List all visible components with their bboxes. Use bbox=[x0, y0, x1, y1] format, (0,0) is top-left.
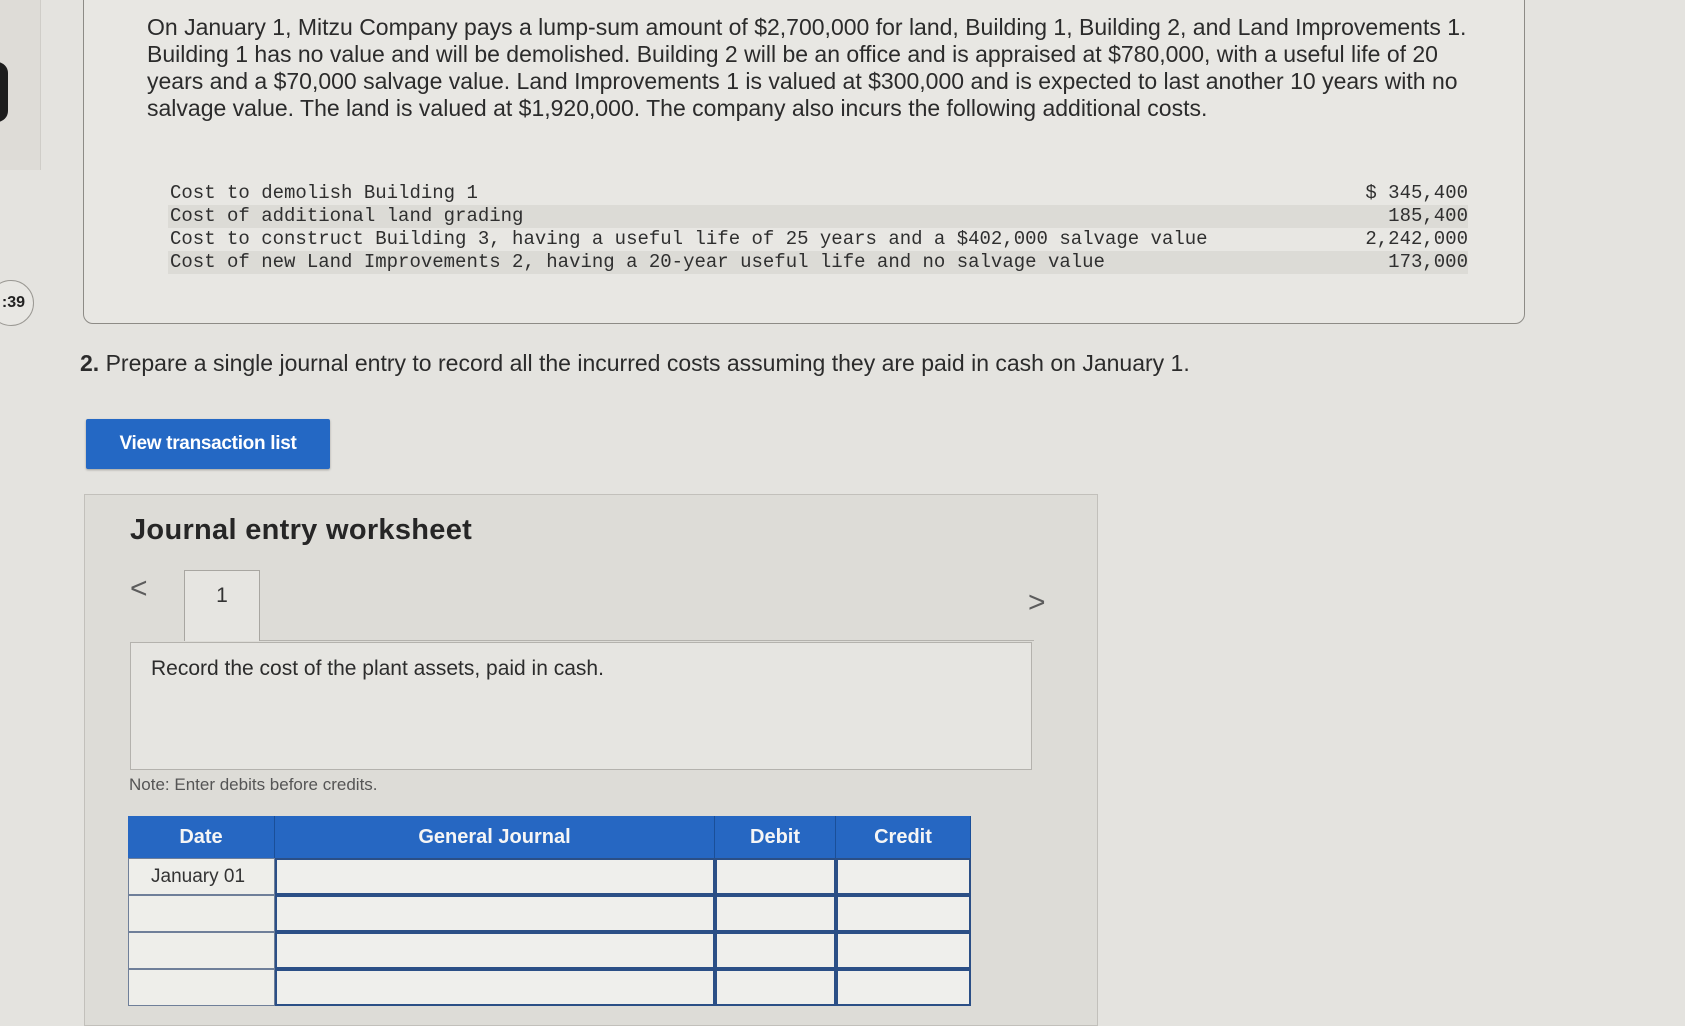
date-cell bbox=[128, 932, 275, 969]
debit-input[interactable] bbox=[715, 858, 836, 895]
worksheet-tab-bar bbox=[184, 570, 1034, 641]
cost-label: Cost of new Land Improvements 2, having a 20-year useful life and no salvage value bbox=[170, 251, 1105, 273]
date-cell bbox=[128, 969, 275, 1006]
account-select[interactable] bbox=[275, 895, 715, 932]
cost-value: 185,400 bbox=[1388, 205, 1468, 227]
worksheet-title: Journal entry worksheet bbox=[130, 514, 473, 546]
view-transaction-list-button[interactable]: View transaction list bbox=[86, 419, 330, 469]
debit-input[interactable] bbox=[715, 932, 836, 969]
cost-row bbox=[168, 182, 1468, 205]
credit-input[interactable] bbox=[836, 932, 971, 969]
cost-value: $ 345,400 bbox=[1365, 182, 1468, 204]
general-journal-column-header: General Journal bbox=[275, 816, 715, 858]
problem-paragraph: On January 1, Mitzu Company pays a lump-sum amount of $2,700,000 for land, Building 1, Building 2, and Land Improvements 1. Building 1 has no value and will be demolished. Building 2 will be an office and is appraised at $780,000, with a useful life of 20 years and a $70,000 salvage value. Land Improvements 1 is valued at $300,000 and is expected to last another 10 years with no salvage value. The land is valued at $1,920,000. The company also incurs the following additional costs. bbox=[147, 14, 1467, 121]
date-cell: January 01 bbox=[128, 858, 275, 895]
left-scroll-indicator bbox=[0, 62, 8, 122]
cost-row bbox=[168, 228, 1468, 251]
cost-label: Cost to construct Building 3, having a useful life of 25 years and a $402,000 salvage value bbox=[170, 228, 1208, 250]
account-select[interactable] bbox=[275, 932, 715, 969]
cost-value: 173,000 bbox=[1388, 251, 1468, 273]
account-select[interactable] bbox=[275, 858, 715, 895]
cost-label: Cost to demolish Building 1 bbox=[170, 182, 478, 204]
journal-table bbox=[128, 816, 976, 1016]
tab-entry-1[interactable]: 1 bbox=[184, 570, 260, 641]
cost-row bbox=[168, 251, 1468, 274]
cost-row bbox=[168, 205, 1468, 228]
credit-input[interactable] bbox=[836, 858, 971, 895]
additional-costs-table bbox=[168, 182, 1468, 274]
question-text: Prepare a single journal entry to record all the incurred costs assuming they are paid in cash on January 1. bbox=[105, 350, 1190, 376]
debit-input[interactable] bbox=[715, 895, 836, 932]
debit-column-header: Debit bbox=[715, 816, 836, 858]
question-prompt bbox=[80, 350, 1190, 377]
cost-value: 2,242,000 bbox=[1365, 228, 1468, 250]
date-cell bbox=[128, 895, 275, 932]
question-number: 2. bbox=[80, 350, 100, 376]
date-column-header: Date bbox=[128, 816, 275, 858]
debit-input[interactable] bbox=[715, 969, 836, 1006]
credit-column-header: Credit bbox=[836, 816, 971, 858]
entry-note: Note: Enter debits before credits. bbox=[129, 775, 378, 794]
chevron-left-icon[interactable]: < bbox=[130, 572, 148, 605]
cost-label: Cost of additional land grading bbox=[170, 205, 524, 227]
chevron-right-icon[interactable]: > bbox=[1028, 586, 1046, 619]
credit-input[interactable] bbox=[836, 895, 971, 932]
account-select[interactable] bbox=[275, 969, 715, 1006]
timer-badge: :39 bbox=[0, 280, 34, 326]
credit-input[interactable] bbox=[836, 969, 971, 1006]
instruction-text: Record the cost of the plant assets, paid in cash. bbox=[151, 657, 604, 680]
